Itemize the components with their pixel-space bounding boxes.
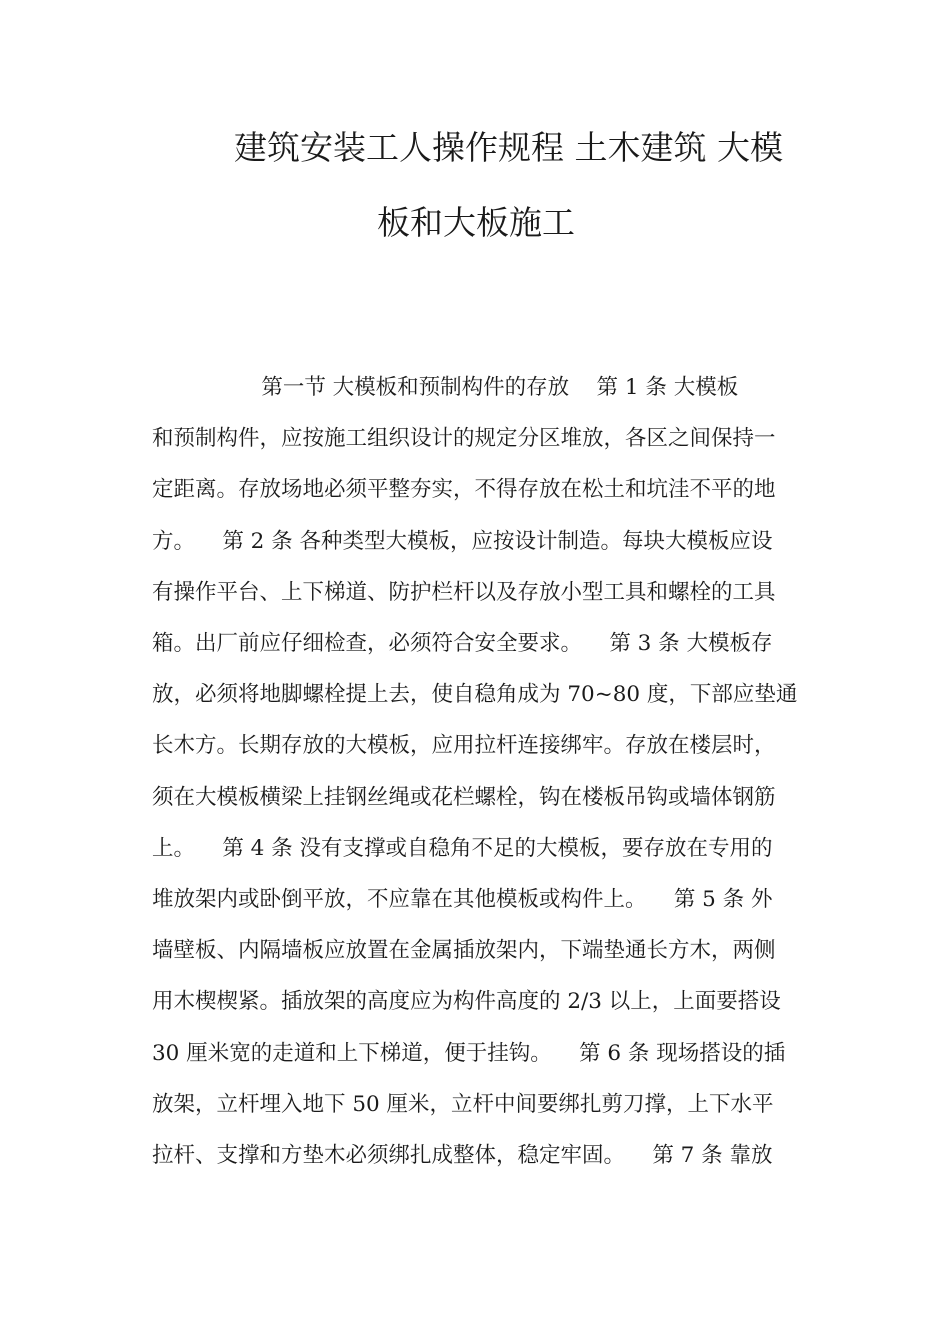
body-line-2: 和预制构件，应按施工组织设计的规定分区堆放，各区之间保持一 bbox=[152, 426, 776, 451]
document-title-line-2: 板和大板施工 bbox=[377, 203, 575, 242]
body-line-10: 上。 第 4 条 没有支撑或自稳角不足的大模板，要存放在专用的 bbox=[152, 836, 773, 861]
body-line-9: 须在大模板横梁上挂钢丝绳或花栏螺栓，钩在楼板吊钩或墙体钢筋 bbox=[152, 785, 776, 810]
body-line-16: 拉杆、支撑和方垫木必须绑扎成整体，稳定牢固。 第 7 条 靠放 bbox=[152, 1143, 773, 1168]
body-line-1: 第一节 大模板和预制构件的存放 第 1 条 大模板 bbox=[152, 375, 739, 400]
body-line-3: 定距离。存放场地必须平整夯实，不得存放在松土和坑洼不平的地 bbox=[152, 477, 776, 502]
body-line-13: 用木楔楔紧。插放架的高度应为构件高度的 2/3 以上，上面要搭设 bbox=[152, 989, 781, 1014]
body-line-8: 长木方。长期存放的大模板，应用拉杆连接绑牢。存放在楼层时， bbox=[152, 733, 776, 758]
body-line-12: 墙壁板、内隔墙板应放置在金属插放架内，下端垫通长方木，两侧 bbox=[152, 938, 776, 963]
body-line-6: 箱。出厂前应仔细检查，必须符合安全要求。 第 3 条 大模板存 bbox=[152, 631, 773, 656]
body-line-7: 放，必须将地脚螺栓提上去，使自稳角成为 70~80 度，下部应垫通 bbox=[152, 682, 798, 707]
document-title-line-1: 建筑安装工人操作规程 土木建筑 大模 bbox=[234, 128, 783, 167]
body-line-11: 堆放架内或卧倒平放，不应靠在其他模板或构件上。 第 5 条 外 bbox=[152, 887, 773, 912]
body-line-4: 方。 第 2 条 各种类型大模板，应按设计制造。每块大模板应设 bbox=[152, 529, 773, 554]
body-line-5: 有操作平台、上下梯道、防护栏杆以及存放小型工具和螺栓的工具 bbox=[152, 580, 776, 605]
body-line-14: 30 厘米宽的走道和上下梯道，便于挂钩。 第 6 条 现场搭设的插 bbox=[152, 1041, 786, 1066]
body-line-15: 放架，立杆埋入地下 50 厘米，立杆中间要绑扎剪刀撑，上下水平 bbox=[152, 1092, 774, 1117]
